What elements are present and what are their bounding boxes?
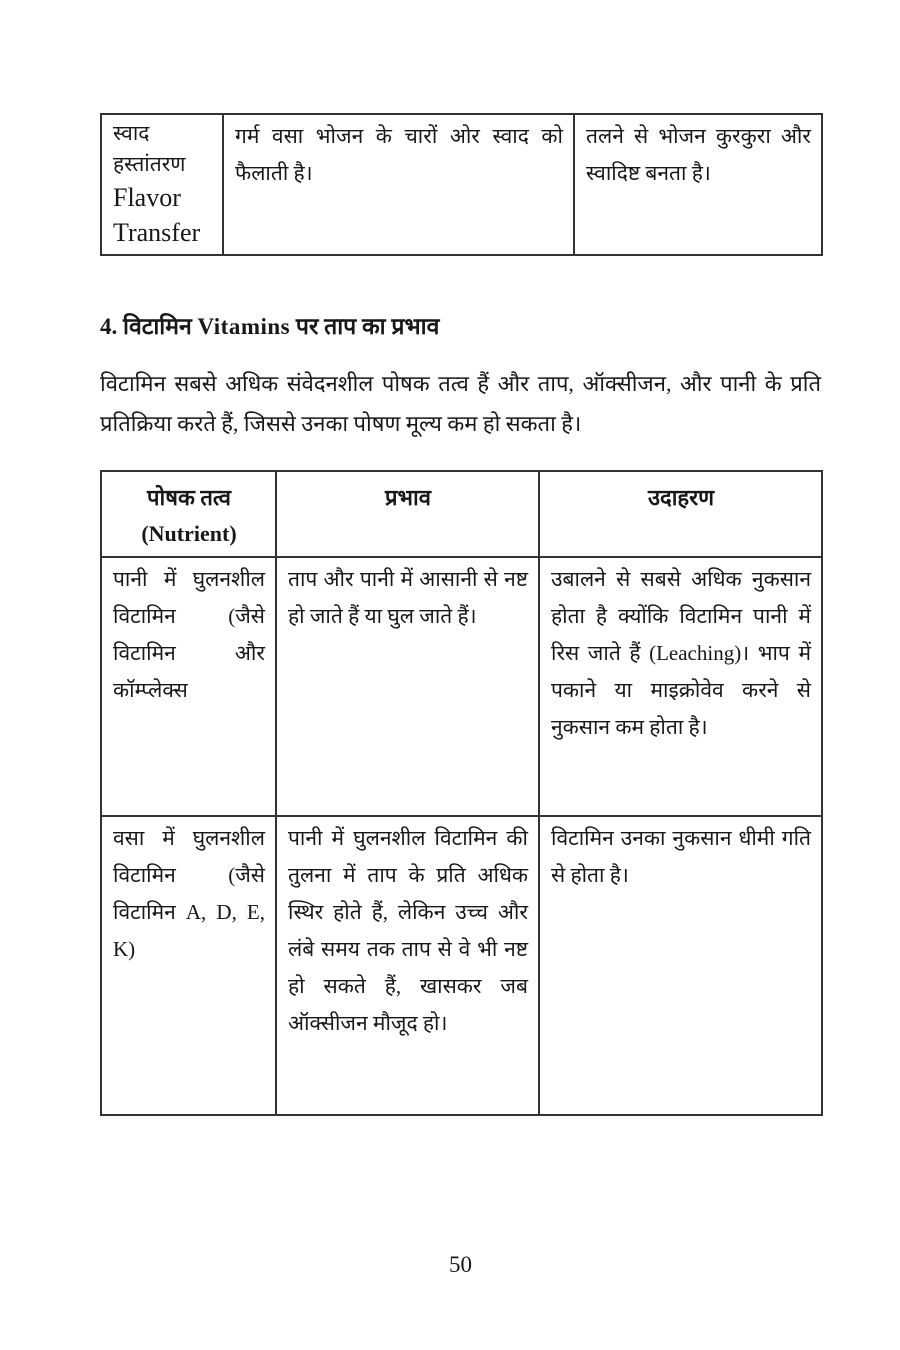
page-content bbox=[100, 0, 821, 1116]
header-effect: प्रभाव bbox=[276, 471, 539, 557]
table-row-water-soluble bbox=[101, 557, 822, 816]
vitamin-table-header-row bbox=[101, 471, 822, 557]
section-heading-suffix: पर ताप का प्रभाव bbox=[295, 314, 440, 339]
flavor-effect-cell: गर्म वसा भोजन के चारों ओर स्वाद को फैलाती है। bbox=[223, 114, 574, 255]
page-number: 50 bbox=[449, 1252, 472, 1277]
flavor-transfer-row bbox=[101, 114, 822, 255]
flavor-term-english: Flavor Transfer bbox=[113, 183, 201, 247]
section-heading-number-hindi: 4. विटामिन bbox=[100, 314, 192, 339]
flavor-transfer-table bbox=[100, 113, 823, 256]
header-example: उदाहरण bbox=[539, 471, 822, 557]
header-nutrient bbox=[101, 471, 276, 557]
fat-soluble-example-cell: विटामिन उनका नुकसान धीमी गति से होता है। bbox=[539, 816, 822, 1115]
header-nutrient-hindi: पोषक तत्व bbox=[147, 485, 231, 510]
header-nutrient-english: (Nutrient) bbox=[141, 521, 237, 546]
fat-soluble-nutrient-cell: वसा में घुलनशील विटामिन (जैसे विटामिन A, D, E, K) bbox=[101, 816, 276, 1115]
fat-soluble-effect-cell: पानी में घुलनशील विटामिन की तुलना में ताप के प्रति अधिक स्थिर होते हैं, लेकिन उच्च और लंबे समय तक ताप से वे भी नष्ट हो सकते हैं, खासकर जब ऑक्सीजन मौजूद हो। bbox=[276, 816, 539, 1115]
water-soluble-effect-cell: ताप और पानी में आसानी से नष्ट हो जाते हैं या घुल जाते हैं। bbox=[276, 557, 539, 816]
section-heading-english: Vitamins bbox=[197, 314, 291, 339]
flavor-term-hindi: स्वाद हस्तांतरण bbox=[113, 121, 186, 176]
intro-paragraph: विटामिन सबसे अधिक संवेदनशील पोषक तत्व हैं और ताप, ऑक्सीजन, और पानी के प्रति प्रतिक्रिया करते हैं, जिससे उनका पोषण मूल्य कम हो सकता है। bbox=[100, 371, 821, 436]
flavor-term-cell bbox=[101, 114, 223, 255]
water-soluble-nutrient-cell: पानी में घुलनशील विटामिन (जैसे विटामिन और कॉम्प्लेक्स bbox=[101, 557, 276, 816]
water-soluble-example-cell: उबालने से सबसे अधिक नुकसान होता है क्योंकि विटामिन पानी में रिस जाते हैं (Leaching)। भाप में पकाने या माइक्रोवेव करने से नुकसान कम होता है। bbox=[539, 557, 822, 816]
flavor-example-cell: तलने से भोजन कुरकुरा और स्वादिष्ट बनता है। bbox=[574, 114, 822, 255]
section-heading bbox=[100, 312, 821, 342]
table-row-fat-soluble bbox=[101, 816, 822, 1115]
vitamin-effects-table bbox=[100, 470, 823, 1116]
